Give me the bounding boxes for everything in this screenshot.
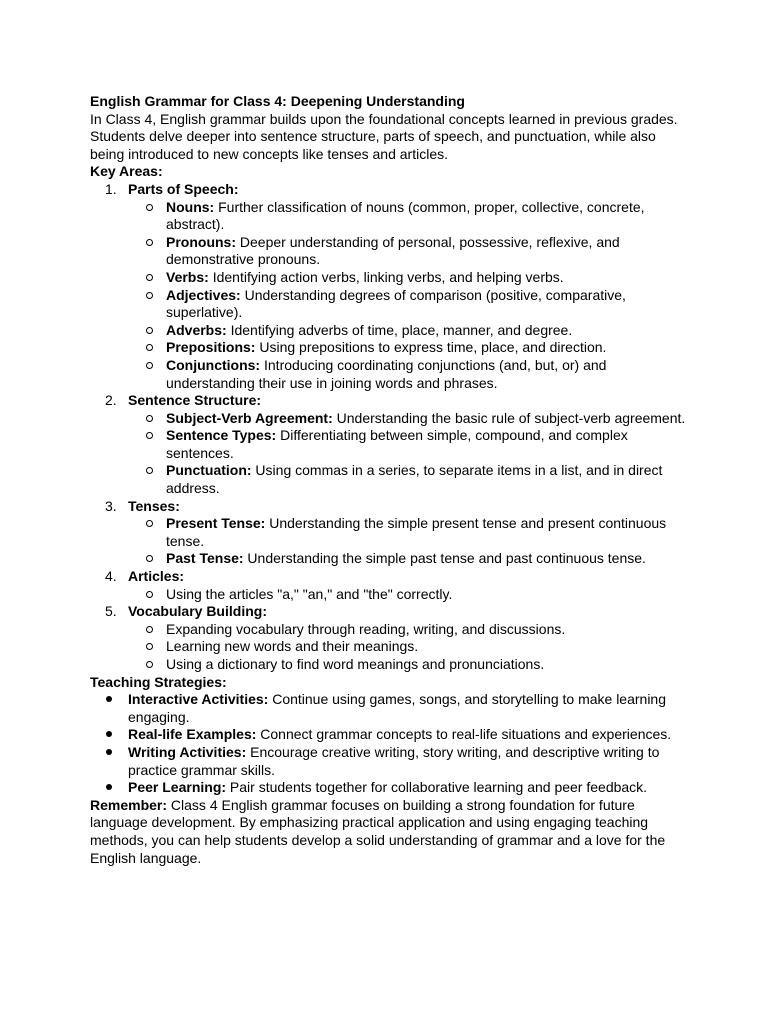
subitem-text: Understanding the simple past tense and past continuous tense. [243, 550, 646, 567]
subitem-text: Understanding the basic rule of subject-verb agreement. [332, 409, 686, 426]
hollow-bullet-icon [146, 467, 153, 474]
strategy-text: Pair students together for collaborative learning and peer feedback. [226, 779, 648, 796]
strategy-item [128, 744, 690, 779]
key-area-subitem [166, 427, 690, 462]
hollow-bullet-icon [146, 239, 153, 246]
strategy-term: Peer Learning: [128, 779, 227, 796]
subitem-text: Expanding vocabulary through reading, writing, and discussions. [166, 620, 566, 637]
filled-bullet-icon [106, 731, 112, 737]
key-area-subitem [166, 287, 690, 322]
subitem-text: Using commas in a series, to separate items in a list, and in direct address. [166, 462, 663, 497]
hollow-bullet-icon [146, 555, 153, 562]
key-area-subitem [166, 357, 690, 392]
key-area-subitem [166, 339, 690, 357]
subitem-term: Conjunctions: [166, 356, 261, 373]
key-area-subitem [166, 269, 690, 287]
key-area-item [105, 497, 690, 568]
subitem-text: Differentiating between simple, compound, and complex sentences. [166, 427, 628, 461]
key-area-number: 3. [105, 497, 117, 514]
key-area-subitem [166, 322, 690, 340]
hollow-bullet-icon [146, 362, 153, 369]
teaching-strategies-list [90, 691, 690, 797]
key-area-subitem [166, 550, 690, 568]
subitem-term: Adjectives: [166, 286, 241, 303]
strategy-text: Connect grammar concepts to real-life situations and experiences. [256, 726, 672, 743]
subitem-text: Introducing coordinating conjunctions (and, but, or) and understanding their use in joining words and phrases. [166, 356, 607, 391]
hollow-bullet-icon [146, 591, 153, 598]
hollow-bullet-icon [146, 327, 153, 334]
remember-label: Remember: [90, 796, 168, 813]
document-page [90, 93, 690, 867]
hollow-bullet-icon [146, 626, 153, 633]
key-area-subitems [128, 410, 690, 498]
subitem-text: Using prepositions to express time, place, and direction. [255, 339, 607, 356]
subitem-text: Using the articles "a," "an," and "the" correctly. [166, 585, 453, 602]
strategy-term: Interactive Activities: [128, 691, 269, 708]
key-area-subitem [166, 234, 690, 269]
hollow-bullet-icon [146, 520, 153, 527]
subitem-text: Using a dictionary to find word meanings and pronunciations. [166, 656, 545, 672]
key-area-number: 5. [105, 603, 117, 620]
subitem-term: Prepositions: [166, 339, 256, 356]
subitem-term: Verbs: [166, 268, 209, 285]
remember-text: Class 4 English grammar focuses on building a strong foundation for future language development. By emphasizing practical application and using engaging teaching methods, you can help students develop a solid understanding of grammar and a love for the English language. [90, 796, 666, 866]
intro-paragraph: In Class 4, English grammar builds upon the foundational concepts learned in previous grades. Students delve deeper into sentence structure, parts of speech, and punctuation, while also being introduced to new concepts like tenses and articles. [90, 110, 678, 162]
subitem-term: Nouns: [166, 198, 215, 215]
key-areas-heading: Key Areas: [90, 163, 163, 180]
key-area-title: Sentence Structure: [128, 392, 262, 409]
key-area-subitems [128, 621, 690, 674]
hollow-bullet-icon [146, 292, 153, 299]
key-area-subitem [166, 656, 690, 674]
subitem-text: Identifying adverbs of time, place, manner, and degree. [226, 321, 573, 338]
key-area-number: 1. [105, 180, 117, 197]
key-area-title: Vocabulary Building: [128, 603, 267, 620]
subitem-term: Present Tense: [166, 515, 266, 532]
subitem-term: Pronouns: [166, 233, 236, 250]
key-area-subitem [166, 515, 690, 550]
strategy-item [128, 691, 690, 726]
key-area-subitem [166, 621, 690, 639]
strategy-item [128, 726, 690, 744]
key-area-subitem [166, 586, 690, 604]
strategy-text: Continue using games, songs, and storytelling to make learning engaging. [128, 691, 667, 725]
strategy-text: Encourage creative writing, story writing, and descriptive writing to practice grammar skills. [128, 743, 660, 778]
hollow-bullet-icon [146, 432, 153, 439]
hollow-bullet-icon [146, 344, 153, 351]
key-area-subitem [166, 199, 690, 234]
filled-bullet-icon [106, 784, 112, 790]
hollow-bullet-icon [146, 204, 153, 211]
key-area-title: Tenses: [128, 497, 180, 514]
subitem-term: Punctuation: [166, 462, 252, 479]
key-area-item [105, 568, 690, 603]
subitem-text: Understanding the simple present tense and present continuous tense. [166, 515, 667, 549]
strategy-term: Writing Activities: [128, 743, 247, 760]
key-area-item [105, 392, 690, 498]
remember-paragraph [90, 797, 690, 867]
teaching-strategies-heading: Teaching Strategies: [90, 673, 227, 690]
subitem-text: Deeper understanding of personal, possessive, reflexive, and demonstrative pronouns. [166, 233, 620, 268]
hollow-bullet-icon [146, 274, 153, 281]
filled-bullet-icon [106, 749, 112, 755]
key-area-subitems [128, 515, 690, 568]
key-area-item [105, 180, 690, 392]
strategy-item [128, 779, 690, 797]
subitem-term: Past Tense: [166, 550, 244, 567]
subitem-term: Subject-Verb Agreement: [166, 409, 333, 426]
key-area-number: 2. [105, 392, 117, 409]
key-area-item [105, 603, 690, 673]
key-area-subitem [166, 462, 690, 497]
subitem-text: Understanding degrees of comparison (positive, comparative, superlative). [166, 286, 626, 321]
key-areas-list [90, 181, 690, 674]
key-area-number: 4. [105, 568, 117, 585]
subitem-term: Sentence Types: [166, 427, 277, 444]
key-area-subitems [128, 199, 690, 393]
key-area-subitem [166, 410, 690, 428]
subitem-text: Further classification of nouns (common, proper, collective, concrete, abstract). [166, 198, 645, 233]
key-area-subitem [166, 638, 690, 656]
subitem-text: Identifying action verbs, linking verbs, and helping verbs. [208, 268, 564, 285]
strategy-term: Real-life Examples: [128, 726, 257, 743]
subitem-term: Adverbs: [166, 321, 227, 338]
filled-bullet-icon [106, 696, 112, 702]
key-area-title: Articles: [128, 568, 185, 585]
hollow-bullet-icon [146, 643, 153, 650]
key-area-subitems [128, 586, 690, 604]
hollow-bullet-icon [146, 415, 153, 422]
document-title: English Grammar for Class 4: Deepening Understanding [90, 93, 465, 109]
hollow-bullet-icon [146, 661, 153, 668]
subitem-text: Learning new words and their meanings. [166, 638, 419, 655]
key-area-title: Parts of Speech: [128, 180, 239, 197]
